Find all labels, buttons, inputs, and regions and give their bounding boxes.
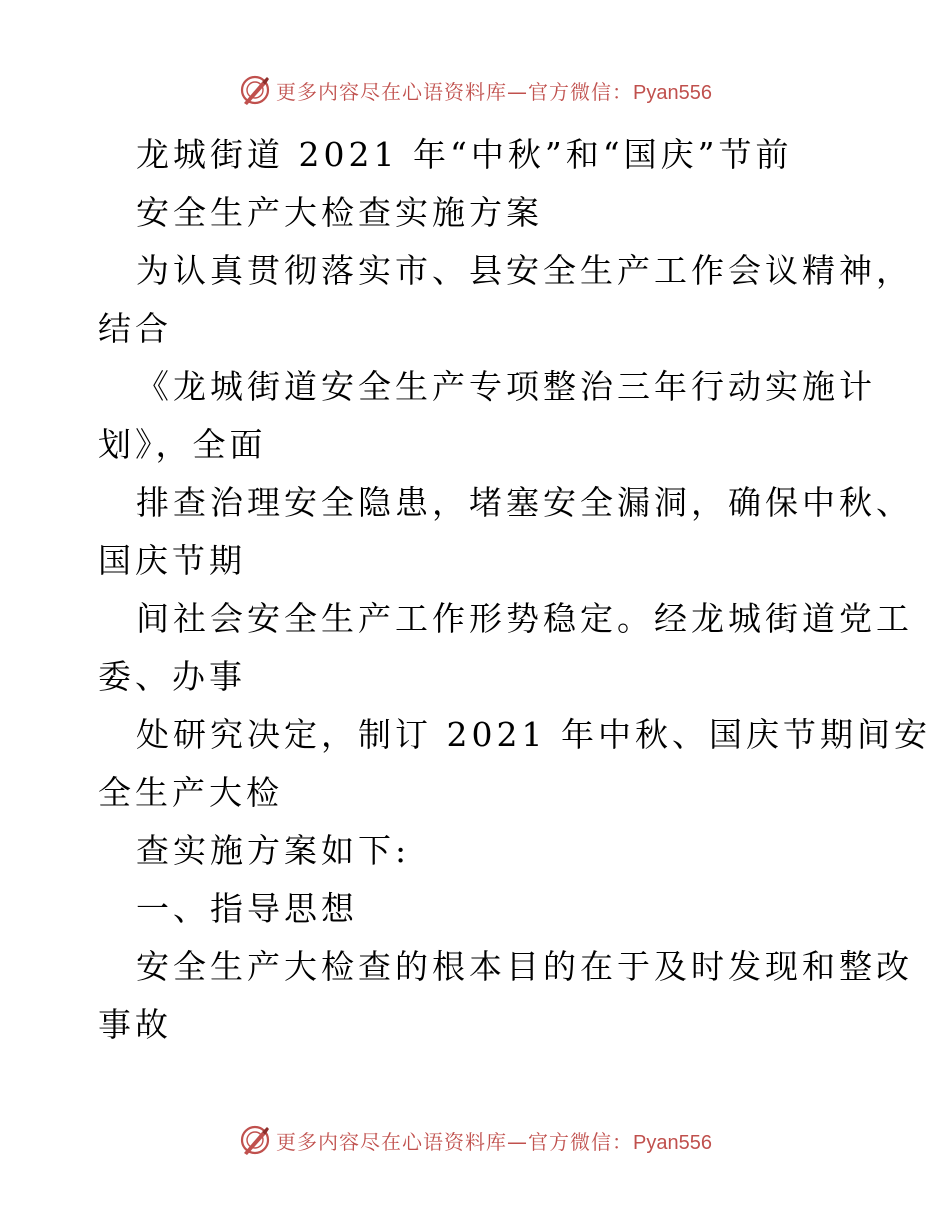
text-line: 安全生产大检查的根本目的在于及时发现和整改: [136, 947, 913, 986]
text-line: 结合: [98, 309, 172, 348]
text-line: 国庆节期: [98, 541, 246, 580]
watermark-text: 更多内容尽在心语资料库—官方微信：Pyan556: [276, 79, 712, 104]
text-line: 间社会安全生产工作形势稳定。经龙城街道党工: [136, 599, 913, 638]
text-line: 为认真贯彻落实市、县安全生产工作会议精神，: [136, 251, 913, 290]
text-line: 《龙城街道安全生产专项整治三年行动实施计: [136, 367, 876, 406]
header-watermark: [0, 72, 950, 108]
text-line: 排查治理安全隐患，堵塞安全漏洞，确保中秋、: [136, 483, 913, 522]
watermark-text: 更多内容尽在心语资料库—官方微信：Pyan556: [276, 1129, 712, 1154]
text-line: 划》，全面: [98, 425, 267, 464]
footer-watermark: [0, 1122, 950, 1158]
text-line: 龙城街道 2021 年“中秋”和“国庆”节前: [136, 135, 793, 174]
text-line: 委、办事: [98, 657, 246, 696]
pen-logo-icon: [238, 1123, 272, 1157]
section-heading: 一、指导思想: [136, 889, 358, 928]
pen-logo-icon: [238, 73, 272, 107]
text-line: 处研究决定，制订 2021 年中秋、国庆节期间安: [136, 715, 931, 754]
document-body: [98, 126, 931, 1054]
text-line: 全生产大检: [98, 773, 283, 812]
text-line: 安全生产大检查实施方案: [136, 193, 543, 232]
text-line: 事故: [98, 1005, 172, 1044]
text-line: 查实施方案如下:: [136, 831, 411, 870]
